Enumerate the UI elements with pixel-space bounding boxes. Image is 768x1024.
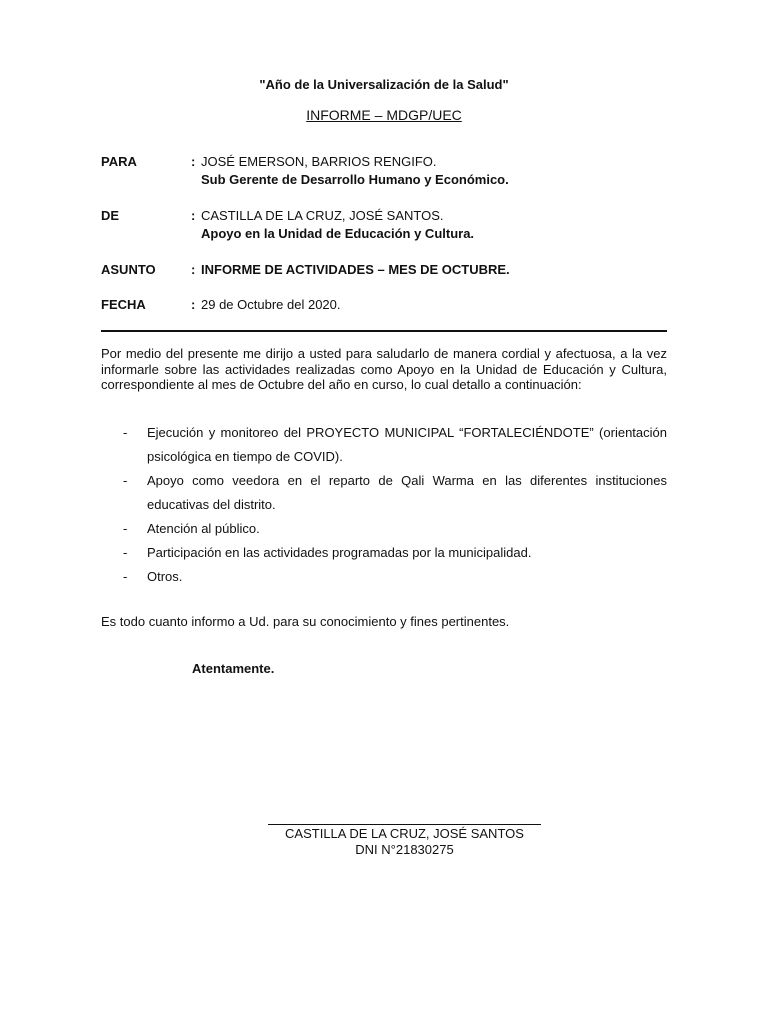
de-subtitle: Apoyo en la Unidad de Educación y Cultura. bbox=[201, 226, 475, 241]
dash-bullet: - bbox=[123, 545, 128, 560]
signature-line bbox=[268, 824, 541, 825]
dash-bullet: - bbox=[123, 425, 128, 440]
para-subtitle: Sub Gerente de Desarrollo Humano y Económico. bbox=[201, 172, 509, 187]
asunto-label: ASUNTO bbox=[101, 262, 156, 277]
fecha-colon: : bbox=[191, 297, 196, 312]
list-item bbox=[101, 469, 667, 517]
activity-text: Atención al público. bbox=[147, 521, 260, 536]
activities-list bbox=[101, 421, 667, 589]
signatory-dni: DNI N°21830275 bbox=[355, 842, 454, 857]
para-label: PARA bbox=[101, 154, 137, 169]
fecha-value: 29 de Octubre del 2020. bbox=[201, 297, 341, 312]
activity-text: Apoyo como veedora en el reparto de Qali Warma en las diferentes instituciones educativas del distrito. bbox=[147, 473, 667, 512]
dash-bullet: - bbox=[123, 569, 128, 584]
para-colon: : bbox=[191, 154, 196, 169]
de-value: CASTILLA DE LA CRUZ, JOSÉ SANTOS. bbox=[201, 208, 444, 223]
list-item bbox=[101, 517, 667, 541]
list-item bbox=[101, 541, 667, 565]
dash-bullet: - bbox=[123, 473, 128, 488]
year-motto: "Año de la Universalización de la Salud" bbox=[259, 77, 509, 92]
intro-paragraph: Por medio del presente me dirijo a usted para saludarlo de manera cordial y afectuosa, a la vez informarle sobre las actividades realizadas como Apoyo en la Unidad de Educación y Cultura, correspondiente al mes de Octubre del año en curso, lo cual detallo a continuación: bbox=[101, 346, 667, 392]
list-item bbox=[101, 421, 667, 469]
activity-text: Participación en las actividades programadas por la municipalidad. bbox=[147, 545, 532, 560]
para-value: JOSÉ EMERSON, BARRIOS RENGIFO. bbox=[201, 154, 437, 169]
de-label: DE bbox=[101, 208, 120, 223]
report-title: INFORME – MDGP/UEC bbox=[306, 107, 462, 123]
fecha-label: FECHA bbox=[101, 297, 146, 312]
asunto-colon: : bbox=[191, 262, 196, 277]
closing-statement: Es todo cuanto informo a Ud. para su conocimiento y fines pertinentes. bbox=[101, 614, 510, 629]
activity-text: Ejecución y monitoreo del PROYECTO MUNICIPAL “FORTALECIÉNDOTE” (orientación psicológica en tiempo de COVID). bbox=[147, 425, 667, 464]
asunto-value: INFORME DE ACTIVIDADES – MES DE OCTUBRE. bbox=[201, 262, 510, 277]
signatory-name: CASTILLA DE LA CRUZ, JOSÉ SANTOS bbox=[285, 826, 524, 841]
header-divider bbox=[101, 330, 667, 332]
regards: Atentamente. bbox=[192, 661, 275, 676]
de-colon: : bbox=[191, 208, 196, 223]
list-item bbox=[101, 565, 667, 589]
dash-bullet: - bbox=[123, 521, 128, 536]
activity-text: Otros. bbox=[147, 569, 183, 584]
